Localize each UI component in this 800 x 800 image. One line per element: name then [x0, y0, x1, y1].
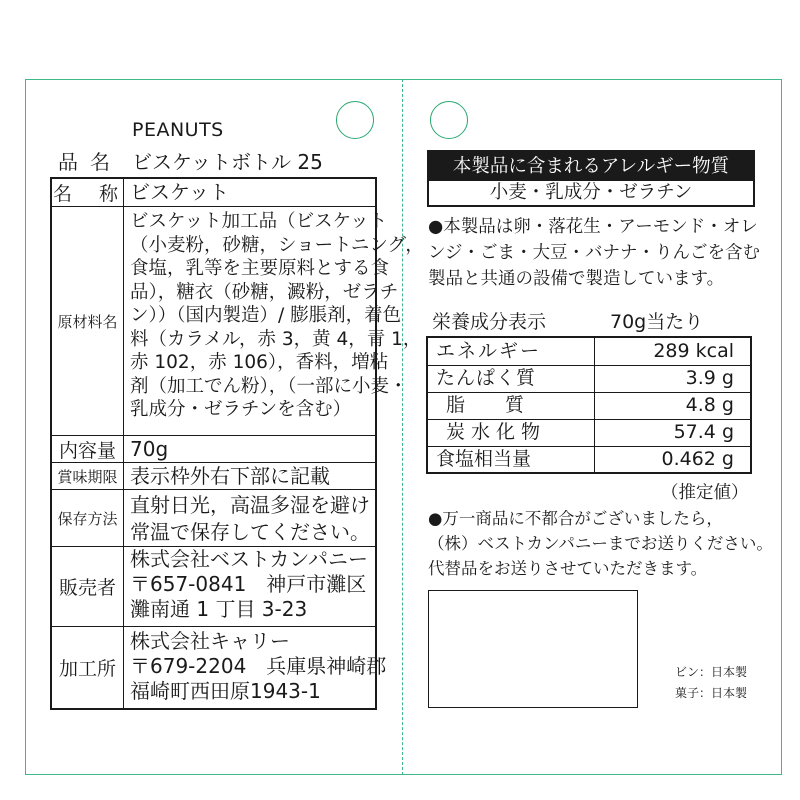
nutrition-basis: 70g当たり	[610, 311, 704, 333]
nutrition-key: エネルギー	[428, 338, 595, 365]
row-value: 株式会社ベストカンパニー 〒657-0841 神戸市灘区 灘南通 1 丁目 3-23	[130, 547, 368, 621]
nutrition-key: 食塩相当量	[428, 446, 595, 473]
row-value: 直射日光，高温多湿を避け 常温で保存してください。	[130, 493, 370, 544]
estimate-note: （推定値）	[661, 483, 749, 503]
nutrition-value: 0.462 g	[661, 448, 734, 470]
nutrition-table	[426, 336, 752, 474]
row-key: 賞味期限	[52, 463, 124, 489]
nutrition-key: たんぱく質	[428, 365, 595, 392]
row-value: ビスケット	[130, 180, 229, 204]
punch-hole-left	[336, 101, 374, 139]
nutrition-row	[428, 365, 750, 393]
allergy-box	[427, 150, 755, 207]
row-contents	[52, 436, 375, 463]
nutrition-value: 57.4 g	[673, 421, 734, 443]
row-ingredients	[52, 207, 424, 436]
nutrition-row	[428, 419, 750, 447]
origin-bottle: ビン：日本製	[675, 665, 748, 679]
facility-note: ●本製品は卵・落花生・アーモンド・オレ ンジ・ごま・大豆・バナナ・りんごを含む 製品と共通の設備で製造しています。	[428, 217, 761, 289]
product-name-value: ビスケットボトル 25	[132, 150, 323, 174]
row-manufacturer	[52, 627, 387, 708]
row-value: 70g	[130, 437, 169, 461]
row-value: 表示枠外右下部に記載	[130, 464, 330, 488]
ingredients-table	[50, 177, 424, 710]
nutrition-value: 289 kcal	[653, 340, 734, 362]
nutrition-heading: 栄養成分表示	[432, 311, 547, 333]
row-seller	[52, 547, 375, 627]
row-key: 販売者	[52, 547, 124, 626]
fold-line	[402, 79, 403, 775]
lot-date-box	[428, 590, 638, 708]
nutrition-row	[428, 338, 750, 366]
row-key: 保存方法	[52, 490, 124, 546]
row-value: 株式会社キャリー 〒679-2204 兵庫県神崎郡 福崎町西田原1943-1	[130, 629, 387, 703]
row-name	[52, 179, 375, 207]
row-best-before	[52, 463, 375, 490]
row-storage	[52, 490, 375, 547]
row-key: 内容量	[52, 436, 124, 462]
nutrition-key: 炭水化物	[428, 419, 595, 446]
nutrition-row	[428, 446, 750, 473]
row-key: 加工所	[52, 627, 124, 708]
nutrition-row	[428, 392, 750, 420]
allergy-items: 小麦・乳成分・ゼラチン	[489, 182, 693, 203]
punch-hole-right	[430, 101, 468, 139]
allergy-title: 本製品に含まれるアレルギー物質	[429, 152, 753, 181]
contact-note: ●万一商品に不都合がございましたら， （株）ベストカンパニーまでお送りください。 代替品をお送りさせていただきます。	[428, 509, 773, 578]
product-name-en: PEANUTS	[132, 119, 224, 141]
origin-sweets: 菓子：日本製	[675, 686, 748, 700]
product-name-label: 品名	[58, 150, 122, 174]
row-key: 名 称	[52, 179, 124, 206]
nutrition-value: 3.9 g	[685, 367, 734, 389]
nutrition-value: 4.8 g	[685, 394, 734, 416]
row-value: ビスケット加工品（ビスケット （小麦粉，砂糖，ショートニング， 食塩，乳等を主要原料とする食 品），糖衣（砂糖，澱粉，ゼラチ ン））（国内製造）/ 膨脹剤，着色 料（カラメル，赤 3，黄 4，青 1， 赤 102，赤 106），香料，増粘 剤（加工でん粉），（一部に小麦・ 乳成分・ゼラチンを含む）	[130, 211, 424, 420]
row-key: 原材料名	[52, 207, 124, 435]
nutrition-key: 脂質	[428, 392, 595, 419]
